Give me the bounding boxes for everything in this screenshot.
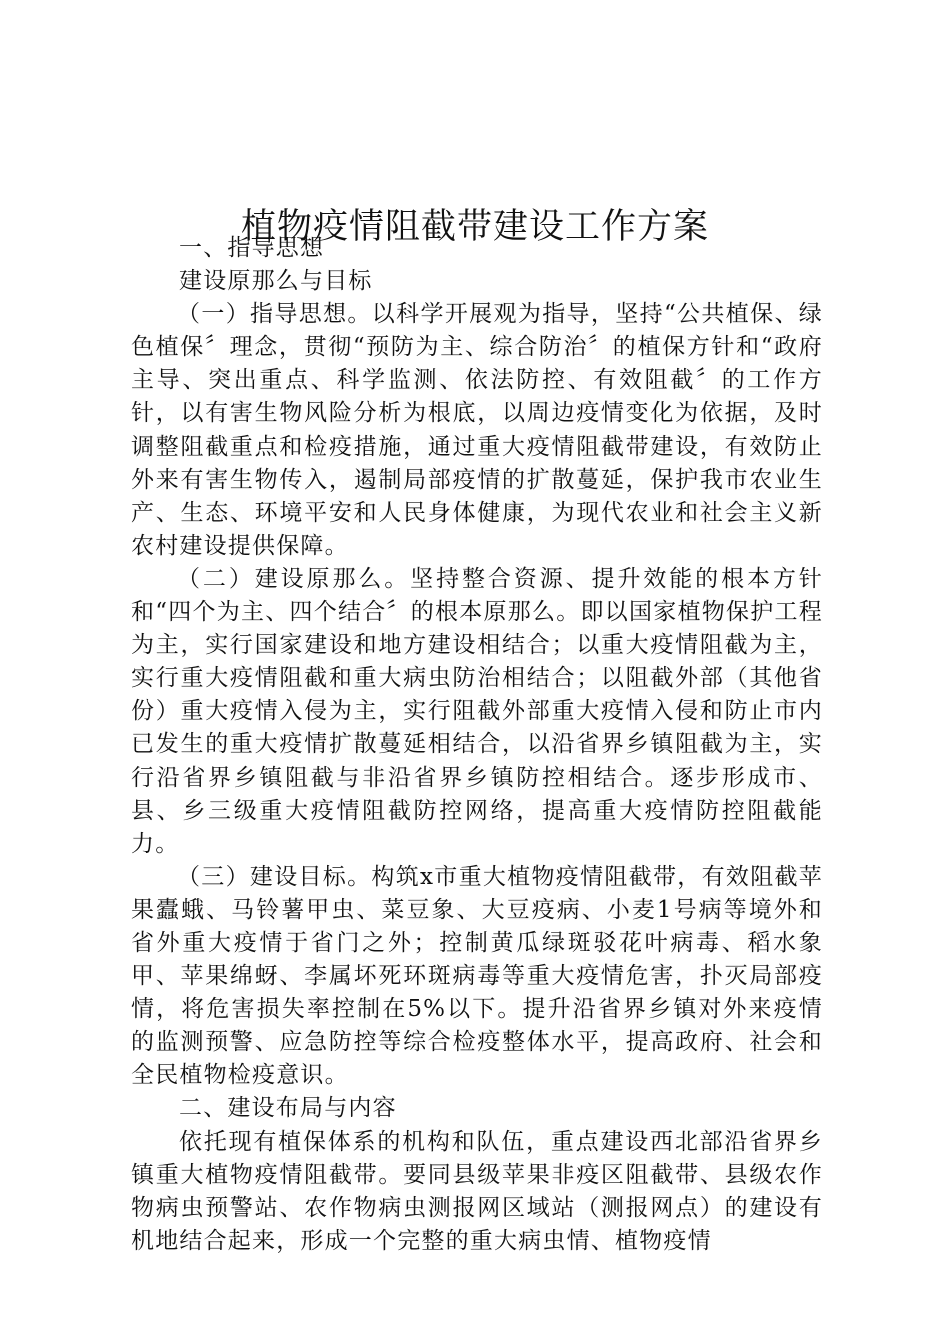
document-title: 植物疫情阻截带建设工作方案 xyxy=(240,207,709,248)
paragraph-layout-content: 依托现有植保体系的机构和队伍，重点建设西北部沿省界乡镇重大植物疫情阻截带。要同县级苹果非疫区阻截带、县级农作物病虫预警站、农作物病虫测报网区域站（测报网点）的建设有机地结合起来，形成一个完整的重大病虫情、植物疫情 xyxy=(131,1128,823,1254)
subheading: 建设原那么与目标 xyxy=(179,268,373,295)
paragraph-construction-principles: （二）建设原那么。坚持整合资源、提升效能的根本方针和“四个为主、四个结合〞的根本原那么。即以国家植物保护工程为主，实行国家建设和地方建设相结合；以重大疫情阻截为主，实行重大疫情阻截和重大病虫防治相结合；以阻截外部（其他省份）重大疫情入侵为主，实行阻截外部重大疫情入侵和防止市内已发生的重大疫情扩散蔓延相结合，以沿省界乡镇阻截为主，实行沿省界乡镇阻截与非沿省界乡镇防控相结合。逐步形成市、县、乡三级重大疫情阻截防控网络，提高重大疫情防控阻截能力。 xyxy=(131,565,823,857)
section-heading-1: 一、指导思想 xyxy=(179,235,325,261)
section-heading-2: 二、建设布局与内容 xyxy=(179,1095,397,1122)
paragraph-guiding-thought: （一）指导思想。以科学开展观为指导，坚持“公共植保、绿色植保〞理念，贯彻“预防为主、综合防治〞的植保方针和“政府主导、突出重点、科学监测、依法防控、有效阻截〞的工作方针，以有害生物风险分析为根底，以周边疫情变化为依据，及时调整阻截重点和检疫措施，通过重大疫情阻截带建设，有效防止外来有害生物传入，遏制局部疫情的扩散蔓延，保护我市农业生产、生态、环境平安和人民身体健康，为现代农业和社会主义新农村建设提供保障。 xyxy=(131,301,823,559)
document-body xyxy=(131,232,823,1258)
paragraph-construction-goals: （三）建设目标。构筑x市重大植物疫情阻截带，有效阻截苹果蠹蛾、马铃薯甲虫、菜豆象、大豆疫病、小麦1号病等境外和省外重大疫情于省门之外；控制黄瓜绿斑驳花叶病毒、稻水象甲、苹果绵蚜、李属坏死环斑病毒等重大疫情危害，扑灭局部疫情，将危害损失率控制在5%以下。提升沿省界乡镇对外来疫情的监测预警、应急防控等综合检疫整体水平，提高政府、社会和全民植物检疫意识。 xyxy=(131,863,823,1089)
